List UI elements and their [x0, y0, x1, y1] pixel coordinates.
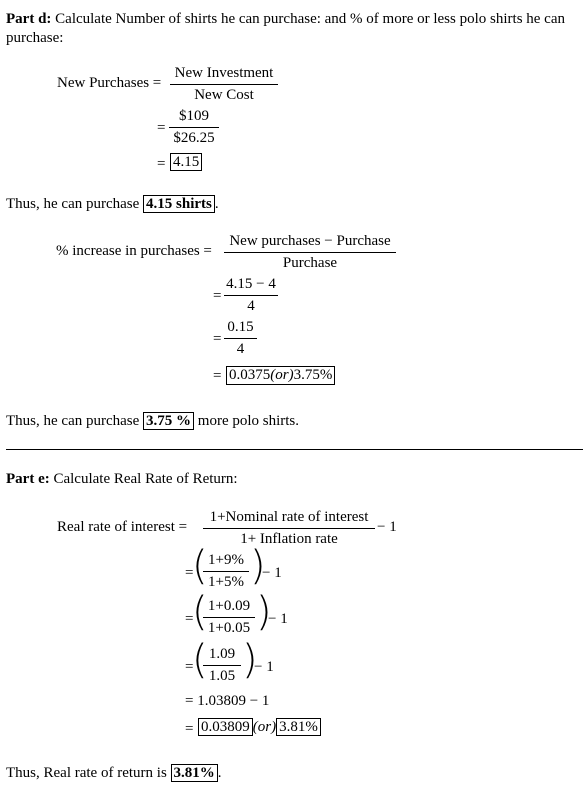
sentence3-post: . [217, 765, 222, 781]
increase-step2-numerator: 0.15 [224, 319, 257, 339]
increase-step1-numerator: 4.15 − 4 [224, 276, 278, 296]
real-step1-minus-one: − 1 [262, 565, 282, 581]
real-step2-denominator: 1+0.05 [207, 620, 251, 636]
real-step1-numerator: 1+9% [203, 552, 249, 572]
sentence2-pre: Thus, he can purchase [6, 413, 140, 429]
real-step4: = 1.03809 − 1 [185, 693, 270, 709]
equals-sign: = [185, 565, 194, 581]
real-step3-numerator: 1.09 [203, 646, 241, 666]
right-paren-icon: ) [242, 637, 258, 683]
purchases-lhs: New Purchases = [57, 75, 162, 91]
real-sentence [6, 765, 222, 782]
equals-sign: = [213, 331, 222, 347]
purchases-step1-fraction [169, 108, 219, 147]
real-result-or: (or) [252, 719, 277, 735]
part-d-intro [6, 10, 581, 48]
real-formula-fraction [203, 509, 375, 548]
real-step2-fraction [203, 598, 255, 637]
part-e-intro-text: Calculate Real Rate of Return: [53, 471, 238, 487]
left-paren-icon: ( [192, 543, 208, 589]
real-result-b: 3.81% [276, 718, 321, 736]
sentence3-pre: Thus, Real rate of return is [6, 765, 167, 781]
part-d-heading: Part d: [6, 11, 52, 27]
equals-sign: = [157, 120, 166, 136]
real-result [198, 719, 321, 736]
real-step2-numerator: 1+0.09 [203, 598, 255, 618]
real-step3-minus-one: − 1 [254, 659, 274, 675]
part-d-intro-text: Calculate Number of shirts he can purchase: and % of more or less polo shirts he can purchase: [6, 11, 566, 46]
sentence3-bold: 3.81% [171, 764, 218, 782]
purchases-formula-denominator: New Cost [194, 87, 254, 103]
increase-result-a: 0.0375 [229, 367, 271, 383]
real-formula-numerator: 1+Nominal rate of interest [203, 509, 375, 529]
purchases-formula-numerator: New Investment [170, 65, 278, 85]
purchases-result [170, 154, 202, 171]
right-paren-icon: ) [256, 589, 272, 635]
real-step3-denominator: 1.05 [208, 668, 236, 684]
section-divider [6, 449, 583, 450]
right-paren-icon: ) [250, 543, 266, 589]
equals-sign: = [185, 659, 194, 675]
purchases-sentence [6, 196, 219, 213]
sentence1-post: . [214, 196, 219, 212]
real-lhs: Real rate of interest = [57, 519, 188, 535]
sentence1-pre: Thus, he can purchase [6, 196, 140, 212]
real-step1-denominator: 1+5% [208, 574, 244, 590]
left-paren-icon: ( [192, 637, 208, 683]
sentence1-bold: 4.15 shirts [143, 195, 215, 213]
purchases-formula-fraction [170, 65, 278, 104]
increase-result-or: (or) [270, 367, 294, 383]
increase-step2-denominator: 4 [236, 341, 245, 357]
sentence2-bold: 3.75 % [143, 412, 194, 430]
real-step3-fraction [203, 646, 241, 685]
equals-sign: = [213, 288, 222, 304]
real-minus-one: − 1 [377, 519, 397, 535]
sentence2-post: more polo shirts. [197, 413, 300, 429]
increase-sentence [6, 413, 299, 430]
real-step2-minus-one: − 1 [268, 611, 288, 627]
real-step1-fraction [203, 552, 249, 591]
increase-lhs: % increase in purchases = [56, 243, 212, 259]
increase-step1-fraction [224, 276, 278, 315]
increase-formula-numerator: New purchases − Purchase [224, 233, 396, 253]
equals-sign: = [157, 156, 166, 172]
purchases-result-box: 4.15 [170, 153, 202, 171]
increase-formula-fraction [224, 233, 396, 272]
equals-sign: = [213, 368, 222, 384]
equals-sign: = [185, 721, 194, 737]
real-result-a: 0.03809 [198, 718, 253, 736]
part-e-intro [6, 471, 238, 488]
increase-step1-denominator: 4 [247, 298, 255, 314]
increase-step2-fraction [224, 319, 257, 358]
purchases-step1-denominator: $26.25 [173, 130, 215, 146]
increase-result-b: 3.75% [293, 367, 333, 383]
part-e-heading: Part e: [6, 471, 50, 487]
purchases-step1-numerator: $109 [169, 108, 219, 128]
real-formula-denominator: 1+ Inflation rate [240, 531, 338, 547]
equals-sign: = [185, 611, 194, 627]
increase-result-box [226, 366, 335, 385]
increase-formula-denominator: Purchase [282, 255, 338, 271]
left-paren-icon: ( [192, 589, 208, 635]
